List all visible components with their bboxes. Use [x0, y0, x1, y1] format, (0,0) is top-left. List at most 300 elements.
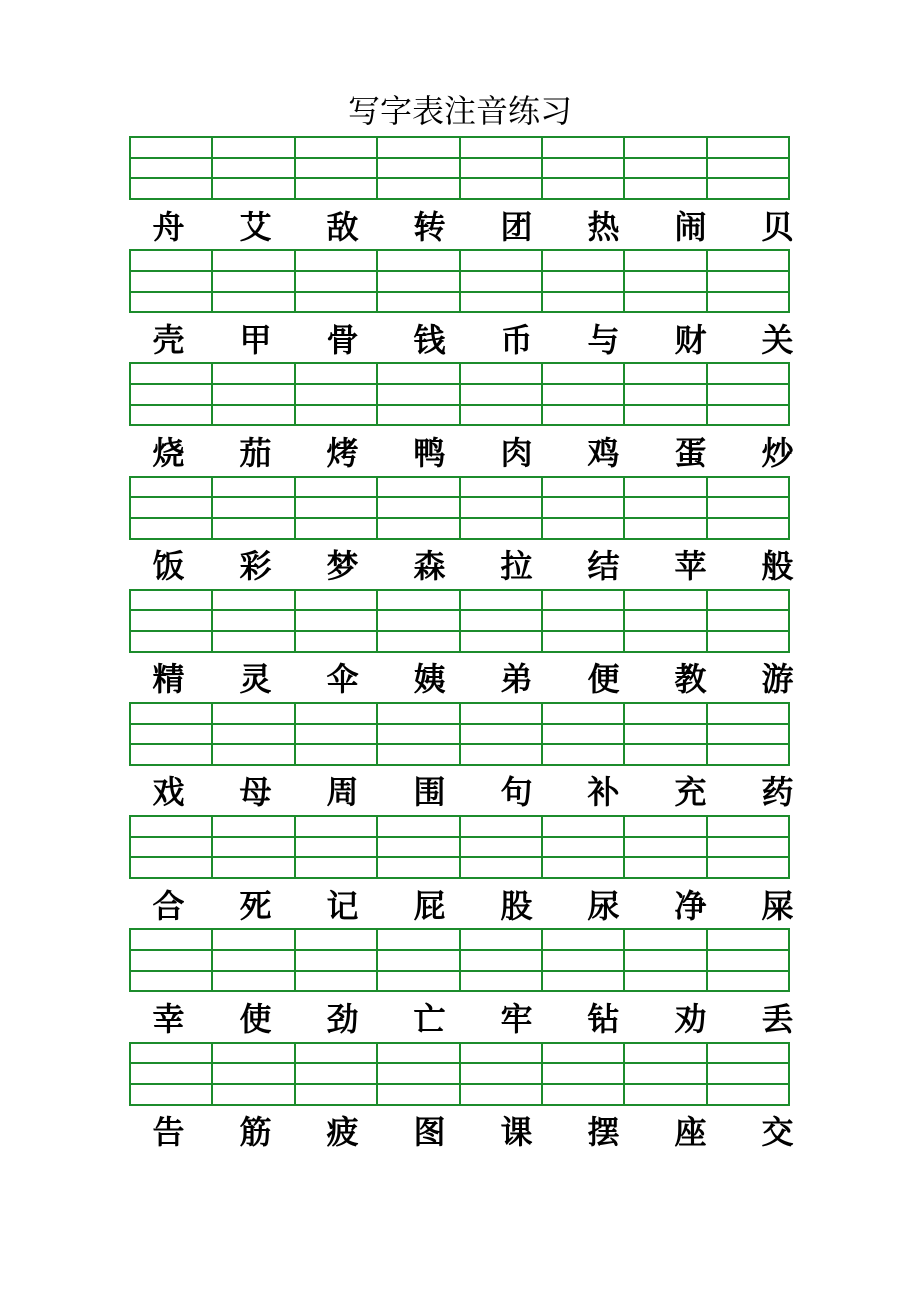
pinyin-cell[interactable]	[296, 251, 378, 311]
character: 净	[674, 886, 707, 925]
character: 记	[326, 886, 359, 925]
pinyin-cell[interactable]	[543, 478, 625, 538]
character-row	[125, 1106, 825, 1155]
pinyin-line	[461, 272, 541, 293]
practice-row	[129, 249, 794, 362]
pinyin-cell[interactable]	[296, 138, 378, 198]
pinyin-line	[378, 632, 458, 651]
pinyin-line	[213, 1044, 293, 1065]
pinyin-line	[461, 1044, 541, 1065]
pinyin-line	[543, 519, 623, 538]
pinyin-line	[708, 406, 788, 425]
pinyin-line	[461, 478, 541, 499]
pinyin-line	[461, 138, 541, 159]
pinyin-cell[interactable]	[625, 1044, 707, 1104]
pinyin-cell[interactable]	[213, 591, 295, 651]
character: 图	[413, 1113, 446, 1151]
pinyin-cell[interactable]	[543, 1044, 625, 1104]
character: 贝	[761, 207, 794, 246]
character: 精	[152, 660, 185, 699]
pinyin-line	[378, 930, 458, 951]
character: 转	[413, 207, 446, 246]
pinyin-line	[625, 478, 705, 499]
pinyin-line	[296, 138, 376, 159]
pinyin-line	[296, 972, 376, 991]
pinyin-grid	[129, 136, 790, 200]
pinyin-cell[interactable]	[296, 478, 378, 538]
character: 合	[152, 886, 185, 925]
pinyin-line	[213, 858, 293, 877]
character: 尿	[587, 886, 620, 925]
pinyin-cell[interactable]	[131, 478, 213, 538]
pinyin-line	[543, 1085, 623, 1104]
pinyin-cell[interactable]	[708, 364, 788, 424]
character: 炒	[761, 433, 794, 472]
pinyin-cell[interactable]	[296, 930, 378, 990]
practice-row	[129, 362, 794, 475]
pinyin-cell[interactable]	[708, 704, 788, 764]
character-row	[125, 653, 825, 702]
character: 与	[587, 320, 620, 359]
pinyin-line	[296, 293, 376, 312]
pinyin-line	[625, 611, 705, 632]
pinyin-cell[interactable]	[461, 591, 543, 651]
pinyin-cell[interactable]	[213, 364, 295, 424]
pinyin-line	[378, 385, 458, 406]
character: 壳	[152, 320, 185, 359]
pinyin-line	[625, 838, 705, 859]
pinyin-line	[708, 519, 788, 538]
pinyin-line	[131, 858, 211, 877]
pinyin-line	[461, 930, 541, 951]
pinyin-line	[543, 1064, 623, 1085]
pinyin-cell[interactable]	[296, 591, 378, 651]
character-row	[125, 313, 825, 362]
page-title: 写字表注音练习	[347, 92, 572, 130]
pinyin-cell[interactable]	[543, 364, 625, 424]
pinyin-line	[708, 293, 788, 312]
pinyin-cell[interactable]	[378, 930, 460, 990]
pinyin-cell[interactable]	[461, 930, 543, 990]
pinyin-grid	[129, 928, 790, 992]
pinyin-line	[131, 179, 211, 198]
pinyin-cell[interactable]	[543, 817, 625, 877]
pinyin-line	[131, 364, 211, 385]
pinyin-grid	[129, 702, 790, 766]
character: 钻	[587, 999, 620, 1038]
character-row	[125, 992, 825, 1041]
pinyin-line	[625, 1085, 705, 1104]
pinyin-line	[131, 817, 211, 838]
pinyin-cell[interactable]	[461, 817, 543, 877]
pinyin-line	[708, 838, 788, 859]
pinyin-line	[131, 745, 211, 764]
character: 股	[500, 886, 533, 925]
pinyin-line	[625, 972, 705, 991]
pinyin-line	[213, 498, 293, 519]
pinyin-line	[131, 725, 211, 746]
pinyin-line	[213, 478, 293, 499]
character-row	[125, 879, 825, 928]
pinyin-line	[625, 704, 705, 725]
pinyin-line	[625, 930, 705, 951]
pinyin-line	[543, 1044, 623, 1065]
character-row	[125, 540, 825, 589]
character: 甲	[239, 320, 272, 359]
character: 财	[674, 320, 707, 359]
pinyin-cell[interactable]	[543, 704, 625, 764]
pinyin-line	[543, 478, 623, 499]
pinyin-line	[213, 179, 293, 198]
practice-row	[129, 136, 794, 249]
character: 苹	[674, 547, 707, 586]
pinyin-cell[interactable]	[708, 138, 788, 198]
pinyin-line	[378, 817, 458, 838]
pinyin-cell[interactable]	[213, 930, 295, 990]
character: 闹	[674, 207, 707, 246]
pinyin-grid	[129, 815, 790, 879]
pinyin-line	[296, 1044, 376, 1065]
pinyin-line	[296, 1064, 376, 1085]
pinyin-line	[213, 972, 293, 991]
pinyin-line	[296, 858, 376, 877]
character: 茄	[239, 433, 272, 472]
pinyin-line	[213, 704, 293, 725]
pinyin-line	[543, 159, 623, 180]
character: 彩	[239, 547, 272, 586]
pinyin-line	[461, 951, 541, 972]
pinyin-line	[543, 838, 623, 859]
pinyin-line	[296, 385, 376, 406]
pinyin-cell[interactable]	[625, 478, 707, 538]
pinyin-cell[interactable]	[378, 591, 460, 651]
worksheet	[129, 136, 794, 1155]
pinyin-line	[625, 272, 705, 293]
character: 句	[500, 773, 533, 812]
pinyin-line	[296, 838, 376, 859]
pinyin-line	[625, 951, 705, 972]
pinyin-cell[interactable]	[378, 364, 460, 424]
pinyin-line	[296, 519, 376, 538]
pinyin-line	[296, 591, 376, 612]
pinyin-cell[interactable]	[461, 1044, 543, 1104]
pinyin-cell[interactable]	[131, 364, 213, 424]
character: 梦	[326, 547, 359, 586]
character: 告	[152, 1113, 185, 1151]
pinyin-cell[interactable]	[625, 704, 707, 764]
pinyin-line	[543, 858, 623, 877]
pinyin-line	[378, 406, 458, 425]
practice-row	[129, 928, 794, 1041]
pinyin-line	[625, 1064, 705, 1085]
pinyin-line	[543, 611, 623, 632]
character-row	[125, 426, 825, 475]
pinyin-line	[378, 858, 458, 877]
pinyin-grid	[129, 362, 790, 426]
pinyin-line	[543, 406, 623, 425]
pinyin-line	[461, 519, 541, 538]
pinyin-line	[378, 591, 458, 612]
pinyin-line	[543, 704, 623, 725]
pinyin-line	[708, 1064, 788, 1085]
pinyin-line	[378, 159, 458, 180]
pinyin-line	[708, 272, 788, 293]
pinyin-line	[543, 498, 623, 519]
pinyin-line	[461, 704, 541, 725]
pinyin-line	[543, 725, 623, 746]
pinyin-line	[296, 251, 376, 272]
pinyin-line	[296, 1085, 376, 1104]
pinyin-line	[296, 704, 376, 725]
character: 弟	[500, 660, 533, 699]
pinyin-line	[708, 498, 788, 519]
pinyin-cell[interactable]	[708, 1044, 788, 1104]
pinyin-cell[interactable]	[131, 591, 213, 651]
pinyin-line	[461, 817, 541, 838]
pinyin-line	[378, 951, 458, 972]
pinyin-line	[131, 838, 211, 859]
character: 围	[413, 773, 446, 812]
pinyin-cell[interactable]	[461, 251, 543, 311]
pinyin-line	[131, 1044, 211, 1065]
character: 热	[587, 207, 620, 246]
pinyin-grid	[129, 476, 790, 540]
character: 关	[761, 320, 794, 359]
pinyin-line	[543, 951, 623, 972]
pinyin-line	[213, 251, 293, 272]
character: 屁	[413, 886, 446, 925]
character: 充	[674, 773, 707, 812]
pinyin-cell[interactable]	[708, 930, 788, 990]
pinyin-line	[296, 364, 376, 385]
pinyin-line	[625, 364, 705, 385]
pinyin-cell[interactable]	[625, 930, 707, 990]
pinyin-line	[543, 632, 623, 651]
pinyin-line	[625, 385, 705, 406]
pinyin-cell[interactable]	[625, 251, 707, 311]
pinyin-line	[461, 972, 541, 991]
pinyin-line	[461, 385, 541, 406]
character: 鸡	[587, 433, 620, 472]
pinyin-cell[interactable]	[625, 817, 707, 877]
pinyin-cell[interactable]	[378, 251, 460, 311]
pinyin-line	[543, 251, 623, 272]
pinyin-line	[213, 745, 293, 764]
pinyin-cell[interactable]	[543, 591, 625, 651]
pinyin-line	[213, 838, 293, 859]
pinyin-line	[296, 406, 376, 425]
character: 肉	[500, 433, 533, 472]
pinyin-cell[interactable]	[461, 138, 543, 198]
pinyin-cell[interactable]	[296, 1044, 378, 1104]
pinyin-cell[interactable]	[625, 364, 707, 424]
pinyin-line	[378, 272, 458, 293]
pinyin-line	[296, 745, 376, 764]
pinyin-line	[708, 138, 788, 159]
pinyin-line	[708, 930, 788, 951]
pinyin-cell[interactable]	[378, 704, 460, 764]
pinyin-line	[131, 591, 211, 612]
pinyin-cell[interactable]	[213, 138, 295, 198]
pinyin-line	[708, 972, 788, 991]
pinyin-line	[213, 951, 293, 972]
character: 游	[761, 660, 794, 699]
pinyin-line	[625, 632, 705, 651]
pinyin-line	[543, 293, 623, 312]
pinyin-line	[378, 519, 458, 538]
pinyin-cell[interactable]	[131, 138, 213, 198]
pinyin-line	[543, 972, 623, 991]
pinyin-cell[interactable]	[461, 478, 543, 538]
pinyin-line	[296, 179, 376, 198]
pinyin-line	[625, 159, 705, 180]
pinyin-cell[interactable]	[378, 817, 460, 877]
character: 蛋	[674, 433, 707, 472]
character: 课	[500, 1113, 533, 1151]
pinyin-line	[625, 498, 705, 519]
pinyin-line	[543, 591, 623, 612]
pinyin-line	[213, 611, 293, 632]
pinyin-cell[interactable]	[213, 704, 295, 764]
character-row	[125, 200, 825, 249]
pinyin-line	[625, 293, 705, 312]
pinyin-cell[interactable]	[378, 478, 460, 538]
pinyin-cell[interactable]	[213, 1044, 295, 1104]
pinyin-cell[interactable]	[461, 364, 543, 424]
pinyin-line	[378, 1085, 458, 1104]
pinyin-cell[interactable]	[543, 138, 625, 198]
character: 死	[239, 886, 272, 925]
pinyin-line	[708, 364, 788, 385]
character: 烧	[152, 433, 185, 472]
character: 补	[587, 773, 620, 812]
pinyin-cell[interactable]	[378, 1044, 460, 1104]
practice-row	[129, 1042, 794, 1155]
pinyin-line	[708, 858, 788, 877]
pinyin-line	[213, 138, 293, 159]
pinyin-cell[interactable]	[213, 251, 295, 311]
pinyin-line	[461, 632, 541, 651]
pinyin-cell[interactable]	[625, 138, 707, 198]
pinyin-line	[625, 406, 705, 425]
pinyin-grid	[129, 1042, 790, 1106]
character: 舟	[152, 207, 185, 246]
pinyin-line	[131, 138, 211, 159]
character: 伞	[326, 660, 359, 699]
pinyin-cell[interactable]	[296, 364, 378, 424]
pinyin-line	[378, 498, 458, 519]
character-row	[125, 766, 825, 815]
character: 使	[239, 999, 272, 1038]
pinyin-cell[interactable]	[131, 1044, 213, 1104]
pinyin-line	[461, 1085, 541, 1104]
pinyin-cell[interactable]	[213, 817, 295, 877]
character: 鸭	[413, 433, 446, 472]
pinyin-line	[213, 591, 293, 612]
pinyin-line	[131, 519, 211, 538]
pinyin-line	[213, 364, 293, 385]
pinyin-line	[131, 478, 211, 499]
pinyin-grid	[129, 589, 790, 653]
character: 周	[326, 773, 359, 812]
character: 筋	[239, 1113, 272, 1151]
pinyin-cell[interactable]	[708, 251, 788, 311]
pinyin-line	[708, 591, 788, 612]
pinyin-line	[625, 179, 705, 198]
pinyin-cell[interactable]	[131, 251, 213, 311]
pinyin-cell[interactable]	[131, 704, 213, 764]
pinyin-line	[378, 704, 458, 725]
pinyin-cell[interactable]	[461, 704, 543, 764]
character: 教	[674, 660, 707, 699]
pinyin-line	[296, 478, 376, 499]
pinyin-cell[interactable]	[708, 478, 788, 538]
pinyin-cell[interactable]	[708, 817, 788, 877]
pinyin-line	[378, 251, 458, 272]
pinyin-line	[543, 364, 623, 385]
pinyin-line	[708, 159, 788, 180]
pinyin-line	[543, 745, 623, 764]
character: 丢	[761, 999, 794, 1038]
pinyin-line	[543, 385, 623, 406]
pinyin-cell[interactable]	[625, 591, 707, 651]
pinyin-line	[131, 1085, 211, 1104]
pinyin-line	[461, 725, 541, 746]
pinyin-line	[213, 817, 293, 838]
pinyin-line	[378, 293, 458, 312]
pinyin-line	[378, 1064, 458, 1085]
pinyin-cell[interactable]	[543, 930, 625, 990]
pinyin-line	[543, 272, 623, 293]
character: 烤	[326, 433, 359, 472]
pinyin-line	[131, 930, 211, 951]
character: 森	[413, 547, 446, 586]
pinyin-line	[708, 951, 788, 972]
pinyin-line	[213, 519, 293, 538]
pinyin-cell[interactable]	[543, 251, 625, 311]
pinyin-cell[interactable]	[131, 930, 213, 990]
pinyin-line	[625, 817, 705, 838]
character: 母	[239, 773, 272, 812]
pinyin-cell[interactable]	[131, 817, 213, 877]
pinyin-line	[296, 159, 376, 180]
pinyin-line	[131, 385, 211, 406]
character: 亡	[413, 999, 446, 1038]
pinyin-cell[interactable]	[296, 817, 378, 877]
pinyin-cell[interactable]	[296, 704, 378, 764]
pinyin-line	[708, 611, 788, 632]
pinyin-line	[461, 179, 541, 198]
practice-row	[129, 815, 794, 928]
character: 般	[761, 547, 794, 586]
pinyin-line	[461, 498, 541, 519]
pinyin-cell[interactable]	[378, 138, 460, 198]
pinyin-line	[131, 632, 211, 651]
character: 团	[500, 207, 533, 246]
pinyin-line	[378, 179, 458, 198]
pinyin-cell[interactable]	[213, 478, 295, 538]
pinyin-line	[461, 611, 541, 632]
pinyin-cell[interactable]	[708, 591, 788, 651]
character: 药	[761, 773, 794, 812]
character: 牢	[500, 999, 533, 1038]
pinyin-line	[708, 632, 788, 651]
pinyin-line	[378, 364, 458, 385]
pinyin-line	[625, 858, 705, 877]
pinyin-line	[378, 478, 458, 499]
pinyin-line	[296, 632, 376, 651]
character: 饭	[152, 547, 185, 586]
